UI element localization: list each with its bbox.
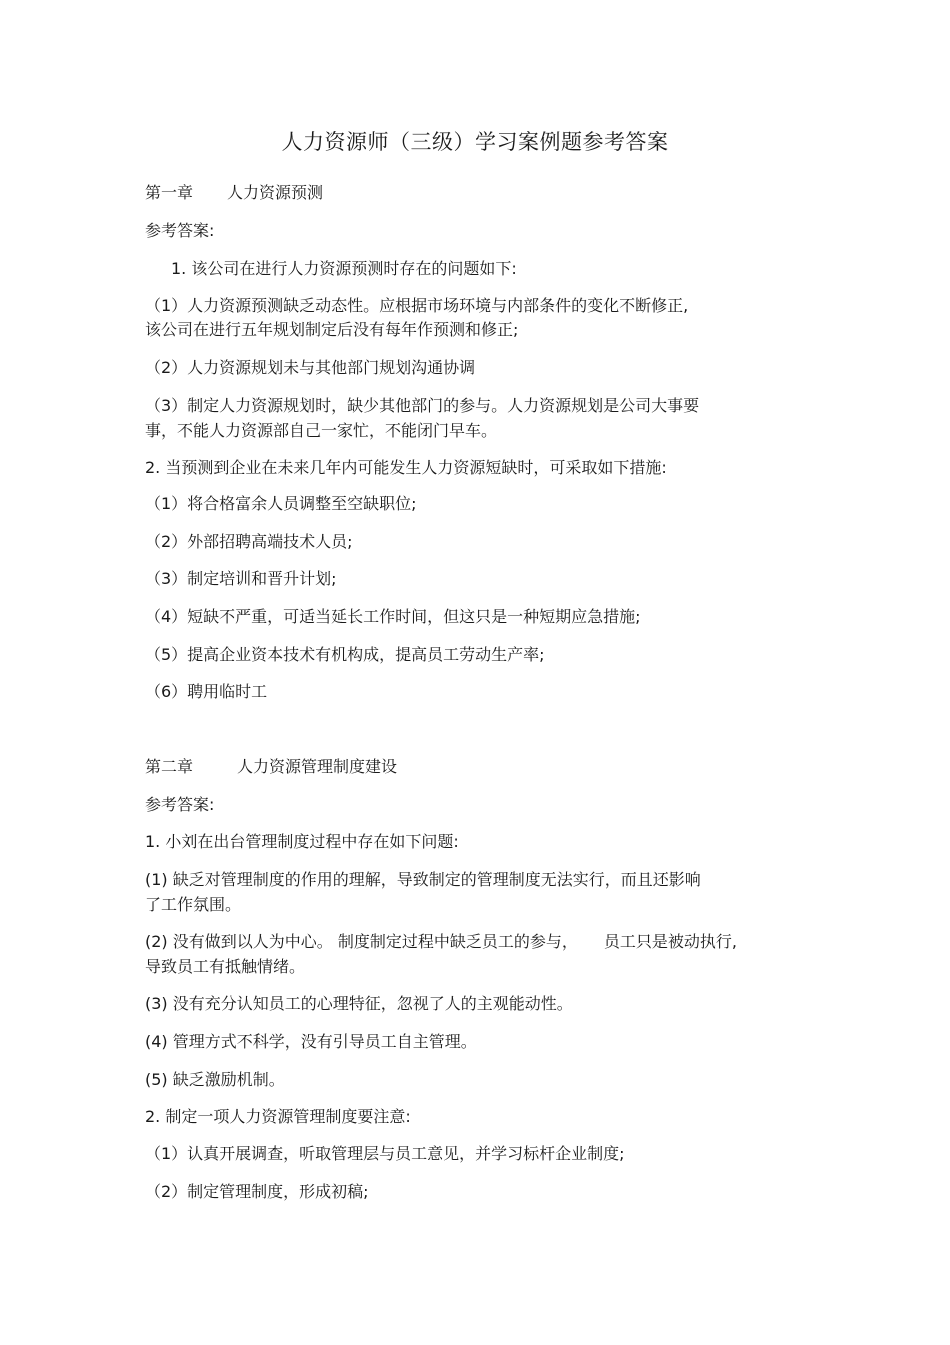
chapter-1-point-1-line-1: （1）人力资源预测缺乏动态性。应根据市场环境与内部条件的变化不断修正, [145, 296, 689, 315]
chapter-1-point-3-line-1: （3）制定人力资源规划时，缺少其他部门的参与。人力资源规划是公司大事要 [145, 396, 700, 415]
chapter-2-step-2: （2）制定管理制度，形成初稿; [145, 1182, 369, 1201]
chapter-2-question-1: 1. 小刘在出台管理制度过程中存在如下问题: [145, 832, 459, 851]
chapter-1-point-1-line-2: 该公司在进行五年规划制定后没有每年作预测和修正; [145, 320, 519, 339]
chapter-2-problem-2-part-a: (2) 没有做到以人为中心。 制度制定过程中缺乏员工的参与， [145, 932, 578, 951]
chapter-1-heading [145, 181, 323, 205]
chapter-2-problem-1-line-2: 了工作氛围。 [145, 895, 242, 914]
chapter-1-measure-2: （2）外部招聘高端技术人员; [145, 532, 353, 551]
page-title: 人力资源师（三级）学习案例题参考答案 [281, 130, 669, 154]
chapter-1-name: 人力资源预测 [227, 183, 324, 202]
chapter-2-problem-2-part-b: 员工只是被动执行, [603, 932, 737, 951]
chapter-2-name: 人力资源管理制度建设 [237, 757, 398, 776]
chapter-1-measure-3: （3）制定培训和晋升计划; [145, 569, 337, 588]
chapter-2-problem-4: (4) 管理方式不科学，没有引导员工自主管理。 [145, 1032, 477, 1051]
chapter-1-question-1: 1. 该公司在进行人力资源预测时存在的问题如下: [171, 259, 517, 278]
chapter-1-answer-label: 参考答案: [145, 221, 215, 240]
chapter-2-problem-2-line-1 [145, 930, 737, 954]
chapter-1-measure-6: （6）聘用临时工 [145, 682, 268, 701]
chapter-2-heading [145, 755, 397, 779]
chapter-2-problem-1-line-1: (1) 缺乏对管理制度的作用的理解，导致制定的管理制度无法实行，而且还影响 [145, 870, 701, 889]
chapter-2-problem-3: (3) 没有充分认知员工的心理特征，忽视了人的主观能动性。 [145, 994, 573, 1013]
chapter-2-answer-label: 参考答案: [145, 795, 215, 814]
chapter-2-number: 第二章 [145, 757, 194, 776]
chapter-2-problem-2-line-2: 导致员工有抵触情绪。 [145, 957, 306, 976]
chapter-1-point-3-line-2: 事，不能人力资源部自己一家忙，不能闭门早车。 [145, 421, 498, 440]
chapter-1-point-2: （2）人力资源规划未与其他部门规划沟通协调 [145, 358, 476, 377]
chapter-1-measure-5: （5）提高企业资本技术有机构成，提高员工劳动生产率; [145, 645, 545, 664]
chapter-1-measure-4: （4）短缺不严重，可适当延长工作时间，但这只是一种短期应急措施; [145, 607, 641, 626]
chapter-2-problem-5: (5) 缺乏激励机制。 [145, 1070, 285, 1089]
chapter-1-number: 第一章 [145, 183, 194, 202]
chapter-2-step-1: （1）认真开展调查，听取管理层与员工意见，并学习标杆企业制度; [145, 1144, 625, 1163]
chapter-2-question-2: 2. 制定一项人力资源管理制度要注意: [145, 1107, 411, 1126]
chapter-1-measure-1: （1）将合格富余人员调整至空缺职位; [145, 494, 417, 513]
chapter-1-question-2: 2. 当预测到企业在未来几年内可能发生人力资源短缺时，可采取如下措施: [145, 458, 667, 477]
